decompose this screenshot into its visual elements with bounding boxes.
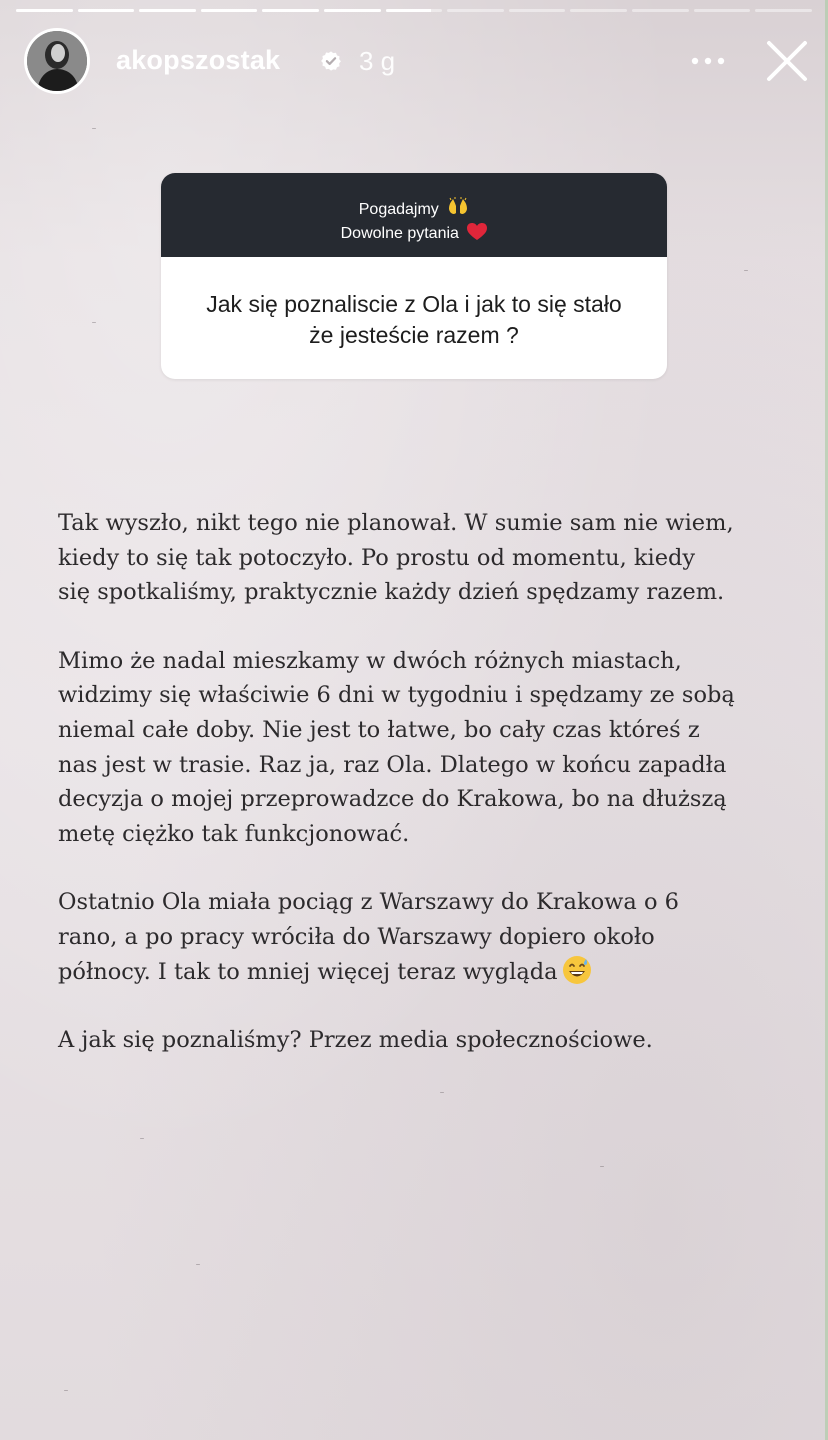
progress-segment-fill [386,9,431,12]
close-icon [764,38,810,84]
progress-segment [632,9,689,12]
paper-speck [92,128,96,129]
story-header [24,28,810,96]
progress-segment [16,9,73,12]
answer-paragraph [58,1023,798,1058]
answer-line: metę ciężko tak funkcjonować. [58,820,410,847]
avatar-image [27,31,87,91]
progress-segment-fill [78,9,135,12]
progress-segment [262,9,319,12]
progress-segment [386,9,443,12]
answer-text [58,506,798,1092]
answer-line: widzimy się właściwie 6 dni w tygodniu i spędzamy ze sobą [58,682,735,709]
progress-segment-fill [262,9,319,12]
progress-segment [755,9,812,12]
question-sticker-title-row [161,197,667,223]
verified-badge-icon [320,50,342,72]
paper-speck [64,1390,68,1391]
answer-line: się spotkaliśmy, praktycznie każdy dzień spędzamy razem. [58,579,725,606]
answer-paragraph [58,644,798,852]
question-sticker-subtitle-row [161,223,667,247]
progress-segment [509,9,566,12]
question-sticker-header [161,173,667,257]
paper-speck [744,270,748,271]
answer-line-with-emoji [58,955,798,990]
post-time: 3 g [359,46,396,76]
username[interactable]: akopszostak [116,45,281,75]
avatar[interactable] [24,28,90,94]
question-line: że jesteście razem ? [309,322,519,348]
progress-segment [201,9,258,12]
question-sticker-subtitle: Dowolne pytania [340,225,459,242]
answer-line: niemal całe doby. Nie jest to łatwe, bo cały czas któreś z [58,716,700,743]
answer-paragraph [58,885,798,989]
answer-line: decyzja o mojej przeprowadzce do Krakowa, bo na dłuższą [58,786,727,813]
story-progress-bar [16,9,812,12]
progress-segment [78,9,135,12]
paper-speck [196,1264,200,1265]
question-sticker[interactable] [161,173,667,379]
progress-segment [324,9,381,12]
progress-segment [694,9,751,12]
question-line: Jak się poznaliscie z Ola i jak to się stało [206,291,622,317]
question-sticker-title: Pogadajmy [358,201,439,218]
progress-segment [139,9,196,12]
answer-line: północy. I tak to mniej więcej teraz wygląda [58,958,558,985]
progress-segment-fill [139,9,196,12]
answer-line: Tak wyszło, nikt tego nie planował. W sumie sam nie wiem, [58,510,734,536]
paper-speck [440,1092,444,1093]
answer-line: Ostatnio Ola miała pociąg z Warszawy do Krakowa o 6 [58,889,679,916]
progress-segment-fill [201,9,258,12]
more-horizontal-icon [688,46,728,76]
progress-segment-fill [16,9,73,12]
paper-speck [92,322,96,323]
paper-speck [600,1166,604,1167]
close-button[interactable] [764,38,810,84]
progress-segment-fill [324,9,381,12]
more-options-button[interactable] [688,46,728,76]
answer-line: A jak się poznaliśmy? Przez media społecznościowe. [58,1027,653,1054]
question-text [161,257,667,379]
progress-segment [447,9,504,12]
grinning-sweat-icon [562,955,592,985]
raised-hands-icon [447,197,469,223]
red-heart-icon [467,223,487,247]
answer-line: Mimo że nadal mieszkamy w dwóch różnych miastach, [58,647,682,674]
progress-segment [570,9,627,12]
paper-speck [140,1138,144,1139]
answer-line: rano, a po pracy wróciła do Warszawy dopiero około [58,923,655,950]
answer-line: nas jest w trasie. Raz ja, raz Ola. Dlatego w końcu zapadła [58,751,727,778]
answer-paragraph [58,506,798,610]
answer-line: kiedy to się tak potoczyło. Po prostu od momentu, kiedy [58,544,696,571]
